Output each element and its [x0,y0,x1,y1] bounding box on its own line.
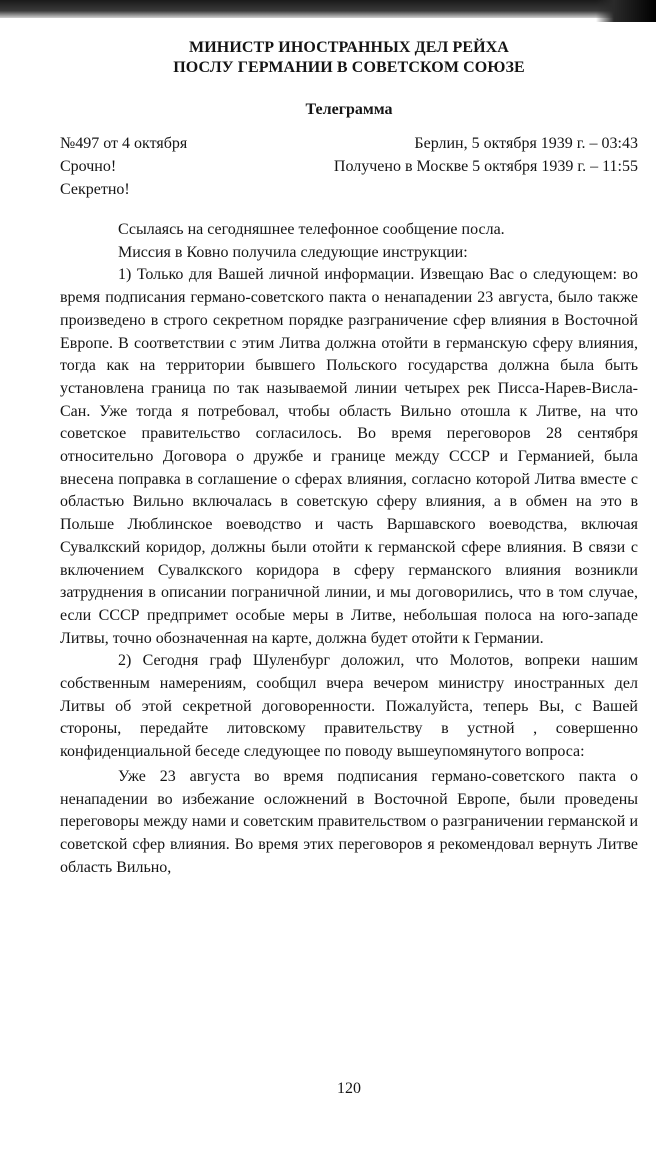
meta-row-2 [60,155,638,178]
document-page [60,30,638,1140]
document-subtitle: Телеграмма [305,101,393,118]
paragraph: Уже 23 августа во время подписания германо-советского пакта о ненападении во избежание осложнений в Восточной Европе, были проведены переговоры между нами и советским правительством о разграничении германской и советской сфер влияния. Во время этих переговоров я рекомендовал вернуть Литве область Вильно, [60,767,638,876]
meta-row-3 [60,178,638,201]
title-line-2: ПОСЛУ ГЕРМАНИИ В СОВЕТСКОМ СОЮЗЕ [173,59,525,76]
telegram-meta [60,132,638,201]
meta-row-1 [60,132,638,155]
urgency-label: Срочно! [60,158,117,175]
paragraph: Миссия в Ковно получила следующие инструкции: [118,243,468,261]
page-number: 120 [337,1080,361,1097]
document-body [60,219,638,879]
classification-label: Секретно! [60,181,130,198]
scan-top-edge [0,0,656,18]
paragraph: 1) Только для Вашей личной информации. Извещаю Вас о следующем: во время подписания германо-советского пакта о ненападении 23 августа, было также произведено в строго секретном порядке разграничение сфер влияния в Восточной Европе. В соответствии с этим Литва должна отойти в германскую сферу влияния, тогда как на территории бывшего Польского государства должна была быть установлена граница по так называемой линии четырех рек Писса-Нарев-Висла-Сан. Уже тогда я потребовал, чтобы область Вильно отошла к Литве, на что советское правительство согласилось. Во время переговоров 28 сентября относительно Договора о дружбе и границе между СССР и Германией, была внесена поправка в соглашение о сферах влияния, согласно которой Литва вместе с областью Вильно включалась в советскую сферу влияния, а в обмен на это в Польше Люблинское воеводство и часть Варшавского воеводства, включая Сувалкский коридор, должны были отойти к германской сфере влияния. В связи с включением Сувалкского коридора в сферу германского влияния возникли затруднения в описании пограничной линии, и мы договорились, что в том случае, если СССР предпримет особые меры в Литве, небольшая полоса на юго-западе Литвы, точно обозначенная на карте, должна будет отойти к Германии. [60,266,638,647]
sent-info: Берлин, 5 октября 1939 г. – 03:43 [414,135,638,152]
received-info: Получено в Москве 5 октября 1939 г. – 11:55 [333,158,638,175]
title-line-1: МИНИСТР ИНОСТРАННЫХ ДЕЛ РЕЙХА [189,39,509,56]
document-title [60,38,638,78]
telegram-number: №497 от 4 октября [60,135,188,152]
paragraph: 2) Сегодня граф Шуленбург доложил, что Молотов, вопреки нашим собственным намерениям, сообщил вчера вечером министру иностранных дел Литвы об этой секретной договоренности. Пожалуйста, теперь Вы, с Вашей стороны, передайте литовскому правительству в устной , совершенно конфиденциальной беседе следующее по поводу вышеупомянутого вопроса: [60,652,638,761]
scan-corner-shadow [596,0,656,22]
paragraph: Ссылаясь на сегодняшнее телефонное сообщение посла. [118,221,505,238]
